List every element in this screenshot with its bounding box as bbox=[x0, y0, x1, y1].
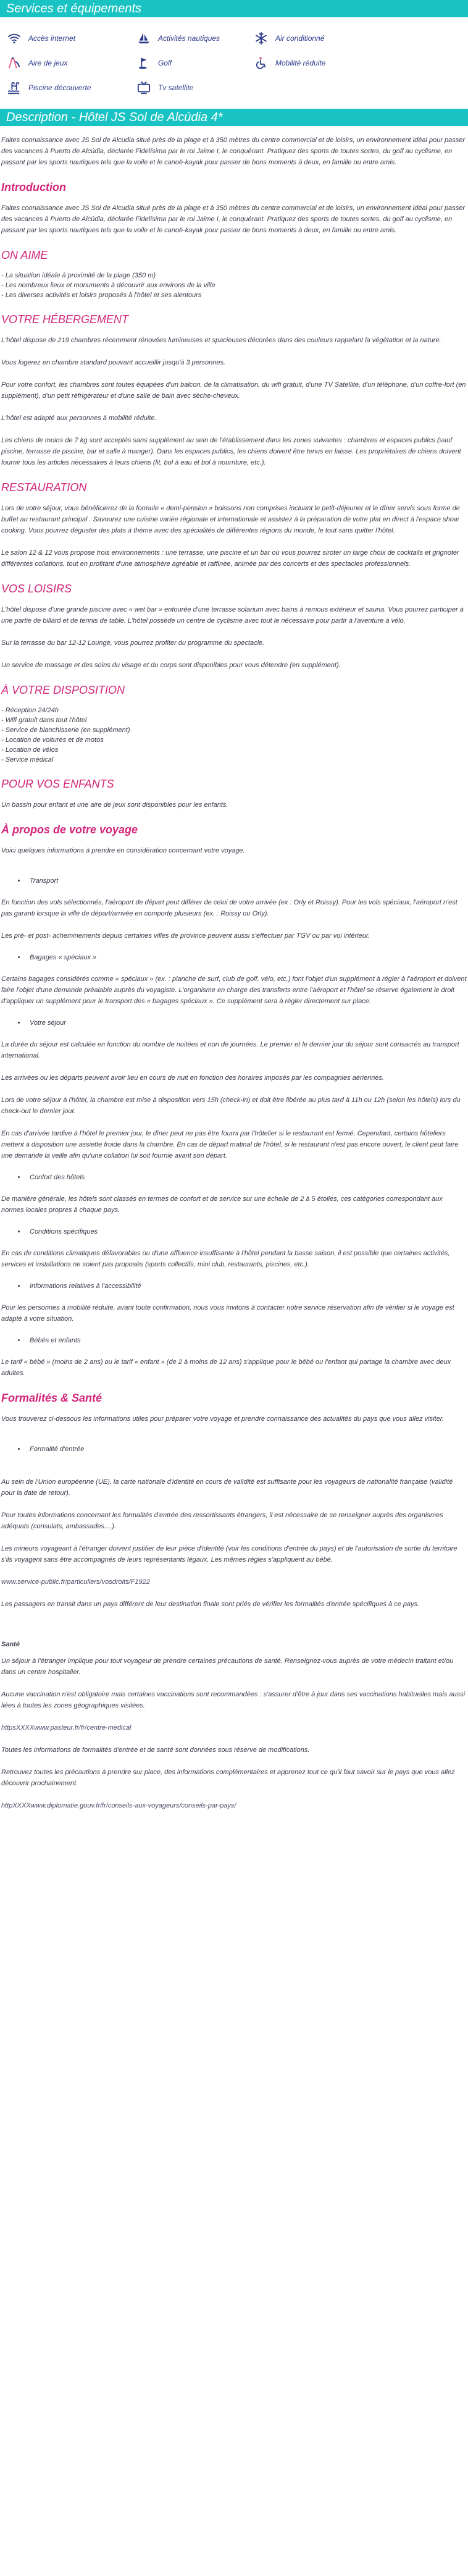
hebergement-p4: L'hôtel est adapté aux personnes à mobilité réduite. bbox=[1, 415, 157, 422]
bagages-p1: Certains bagages considérés comme « spéciaux » (ex. : planche de surf, club de golf, vélo, etc.) font l'objet d'un supplément à régler à l'aéroport et doivent faire l'objet d'une demande préalable auprès du voyagiste. L'organisme en charge des transferts entre l'aéroport et l'hôtel se réserve également le droit d'appliquer un supplément pour le transport des « bagages spéciaux ». Ce supplément sera à régler directement sur place. bbox=[1, 975, 467, 1005]
access-p1: Pour les personnes à mobilité réduite, avant toute confirmation, nous vous invitons à contacter notre service réservation afin de vérifier si le voyage est adapté à votre situation. bbox=[1, 1304, 454, 1323]
sante-p4: Retrouvez toutes les précautions à prendre sur place, des informations complémentaires et apprenez tout ce qu'il faut savoir sur le pays que vous allez découvrir prochainement. bbox=[1, 1769, 455, 1787]
service-internet bbox=[7, 31, 137, 46]
on-aime-list bbox=[1, 271, 467, 300]
service-label: Tv satellite bbox=[158, 83, 194, 92]
sejour-p2: Les arrivées ou les départs peuvent avoir lieu en cours de nuit en fonction des horaires imposés par les compagnies aériennes. bbox=[1, 1074, 385, 1082]
formalites-p2: Pour toutes informations concernant les formalités d'entrée des ressortissants étrangers, il est nécessaire de se renseigner auprès des organismes adéquats (consulats, ambassades....). bbox=[1, 1512, 443, 1530]
formalites-intro: Vous trouverez ci-dessous les informations utiles pour préparer votre voyage et prendre connaissance des actualités du pays que vous allez visiter. bbox=[1, 1415, 445, 1423]
list-item: - Service médical bbox=[1, 756, 54, 764]
list-item: - Service de blanchisserie (en supplément) bbox=[1, 726, 130, 734]
confort-p1: De manière générale, les hôtels sont classés en termes de confort et de service sur une échelle de 2 à 5 étoiles, ces catégories correspondant aux normes locales propres à chaque pays. bbox=[1, 1195, 443, 1214]
service-aire-de-jeux bbox=[7, 56, 137, 70]
conditions-label-list bbox=[1, 1227, 467, 1237]
service-air-conditionne bbox=[254, 31, 390, 46]
list-item: - Location de voitures et de motos bbox=[1, 736, 104, 744]
sejour-label-list bbox=[1, 1018, 467, 1028]
confort-label: • Confort des hôtels bbox=[26, 1172, 467, 1182]
bebes-p1: Le tarif « bébé » (moins de 2 ans) ou le tarif « enfant » (de 2 à moins de 12 ans) s'applique pour le bébé ou l'enfant qui partage la chambre avec deux adultes. bbox=[1, 1358, 451, 1377]
list-item: - Réception 24/24h bbox=[1, 707, 59, 714]
sante-p3: Toutes les informations de formalités d'entrée et de santé sont données sous réserve de modifications. bbox=[1, 1746, 310, 1754]
hebergement-p3: Pour votre confort, les chambres sont toutes équipées d'un balcon, de la climatisation, du wifi gratuit, d'une TV Satellite, d'un téléphone, d'un coffre-fort (en supplément), d'un petit réfrigérateur et d'une salle de bain avec sèche-cheveux. bbox=[1, 381, 466, 400]
loisirs-p3: Un service de massage et des soins du visage et du corps sont disponibles pour vous détendre (en supplément). bbox=[1, 662, 341, 669]
service-nautiques bbox=[137, 31, 254, 46]
hebergement-p1: L'hôtel dispose de 219 chambres récemment rénovées lumineuses et spacieuses décorées dans des couleurs rappelant la végétation et la nature. bbox=[1, 337, 441, 344]
service-label: Air conditionné bbox=[275, 34, 325, 43]
service-label: Mobilité réduite bbox=[275, 59, 326, 67]
formalites-p1: Au sein de l'Union européenne (UE), la carte nationale d'identité en cours de validité est suffisante pour les voyageurs de nationalité française (validité pour la date de retour). bbox=[1, 1478, 453, 1497]
services-section bbox=[0, 0, 468, 109]
tv-icon bbox=[137, 81, 151, 95]
entree-label-list bbox=[1, 1444, 467, 1454]
restauration-p1: Lors de votre séjour, vous bénéficierez de la formule « demi-pension » boissons non comprises incluant le petit-déjeuner et le dîner servis sous forme de buffet au restaurant principal . Savourez une cuisine variée régionale et internationale et assistez à la préparation de votre plat en direct à l'espace show cooking. Vous pourrez déguster des plats à thème avec des spécialités de différentes régions du monde, le tout sans quitter l'hôtel. bbox=[1, 505, 460, 534]
access-label: • Informations relatives à l'accessibilité bbox=[26, 1281, 467, 1291]
enfants-p1: Un bassin pour enfant et une aire de jeux sont disponibles pour les enfants. bbox=[1, 801, 228, 809]
service-public-link[interactable]: www.service-public.fr/particuliers/vosdroits/F1922 bbox=[1, 1578, 150, 1586]
service-golf bbox=[137, 56, 254, 70]
propos-heading: À propos de votre voyage bbox=[1, 823, 138, 836]
diplomatie-link[interactable]: httpXXXXwww.diplomatie.gouv.fr/fr/conseils-aux-voyageurs/conseils-par-pays/ bbox=[1, 1802, 236, 1809]
service-tv-satellite bbox=[137, 80, 254, 95]
list-item: - Location de vélos bbox=[1, 746, 59, 754]
access-label-list bbox=[1, 1281, 467, 1291]
sante-label: Santé bbox=[1, 1641, 20, 1648]
service-label: Aire de jeux bbox=[28, 59, 68, 67]
service-label: Piscine découverte bbox=[28, 83, 91, 92]
transport-p1: En fonction des vols sélectionnés, l'aéroport de départ peut différer de celui de votre arrivée (ex : Orly et Roissy). Pour les vols spéciaux, l'aéroport n'est pas garanti lorsque la ville de départ/arrivée en comporte plusieurs (ex. : Roissy ou Orly). bbox=[1, 899, 458, 917]
loisirs-p1: L'hôtel dispose d'une grande piscine avec « wet bar » entourée d'une terrasse solarium avec bains à remous extérieur et sauna. Vous pourrez participer à une partie de billard et de tennis de table. L'hôtel possède un centre de cyclisme avec tout le nécessaire pour partir à l'aventure à vélo. bbox=[1, 606, 464, 625]
conditions-p1: En cas de conditions climatiques défavorables ou d'une affluence insuffisante à l'hôtel pendant la basse saison, il est possible que certaines activités, services et installations ne soient pas proposés (sports collectifs, mini club, restaurants, piscines, etc.). bbox=[1, 1250, 450, 1268]
transport-label-list bbox=[1, 876, 467, 886]
sejour-p1: La durée du séjour est calculée en fonction du nombre de nuitées et non de journées. Le premier et le dernier jour du séjour sont consacrés au transport international. bbox=[1, 1041, 459, 1059]
sante-p1: Un séjour à l'étranger implique pour tout voyageur de prendre certaines précautions de santé. Renseignez-vous auprès de votre médecin traitant et/ou dans un centre hospitalier. bbox=[1, 1657, 454, 1676]
sejour-p3: Lors de votre séjour à l'hôtel, la chambre est mise à disposition vers 15h (check-in) et doit être libérée au plus tard à 11h ou 12h (selon les hôtels) lors du check-out le dernier jour. bbox=[1, 1096, 461, 1115]
service-mobilite-reduite bbox=[254, 56, 390, 70]
disposition-heading: À VOTRE DISPOSITION bbox=[1, 684, 125, 696]
introduction-text: Faites connaissance avec JS Sol de Alcudia situé près de la plage et à 350 mètres du centre commercial et de loisirs, un environnement idéal pour passer des vacances à Puerto de Alcúdia, déclarée Fidelísima par le roi Jaime I, le conquérant. Pratiquez des sports de toutes sortes, du golf au cyclisme, en passant par les sports nautiques tels que la voile et le canoë-kayak pour passer de bons moments à deux, en famille ou entre amis. bbox=[1, 204, 466, 234]
introduction-heading: Introduction bbox=[1, 181, 66, 193]
bebes-label-list bbox=[1, 1336, 467, 1345]
list-item: - Les nombreux lieux et monuments à découvrir aux environs de la ville bbox=[1, 282, 215, 289]
services-title: Services et équipements bbox=[0, 0, 468, 17]
bebes-label: • Bébés et enfants bbox=[26, 1336, 467, 1345]
enfants-heading: POUR VOS ENFANTS bbox=[1, 778, 114, 790]
sailboat-icon bbox=[137, 32, 151, 45]
bagages-label: • Bagages « spéciaux » bbox=[26, 953, 467, 962]
service-piscine bbox=[7, 80, 137, 95]
loisirs-heading: VOS LOISIRS bbox=[1, 583, 72, 595]
services-grid bbox=[0, 17, 468, 109]
description-section bbox=[0, 109, 468, 1811]
restauration-heading: RESTAURATION bbox=[1, 481, 87, 494]
hebergement-heading: VOTRE HÉBERGEMENT bbox=[1, 313, 129, 326]
formalites-p3: Les mineurs voyageant à l'étranger doivent justifier de leur pièce d'identité (voir les conditions d'entrée du pays) et de l'autorisation de sortie du territoire s'ils voyagent sans être accompagnés de leurs représentants légaux. Les mêmes règles s'appliquent au bébé. bbox=[1, 1545, 458, 1564]
sejour-p4: En cas d'arrivée tardive à l'hôtel le premier jour, le dîner peut ne pas être fourni par l'hôtelier si le restaurant est fermé. Cependant, certains hôteliers mettent à disposition une assiette froide dans la chambre. En cas de départ matinal de l'hôtel, si le restaurant n'est pas encore ouvert, le client peut faire une demande la veille afin qu'une collation lui soit fournie avant son départ. bbox=[1, 1130, 459, 1160]
description-title: Description - Hôtel JS Sol de Alcúdia 4* bbox=[0, 109, 468, 126]
snowflake-icon bbox=[254, 32, 268, 45]
pool-icon bbox=[7, 81, 21, 95]
confort-label-list bbox=[1, 1172, 467, 1182]
wheelchair-icon bbox=[254, 56, 268, 70]
playground-icon bbox=[7, 56, 21, 70]
restauration-p2: Le salon 12 & 12 vous propose trois environnements : une terrasse, une piscine et un bar où vous pourrez siroter un large choix de cocktails et grignoter différentes collations, tout en profitant d'une atmosphère agréable et raffinée, animée par des concerts et des spectacles professionnels. bbox=[1, 549, 459, 568]
bagages-label-list bbox=[1, 953, 467, 962]
formalites-heading: Formalités & Santé bbox=[1, 1392, 102, 1404]
transport-label: • Transport bbox=[26, 876, 467, 886]
list-item: - La situation idéale à proximité de la plage (350 m) bbox=[1, 272, 156, 279]
hebergement-p2: Vous logerez en chambre standard pouvant accueillir jusqu'à 3 personnes. bbox=[1, 359, 226, 366]
disposition-list bbox=[1, 705, 467, 765]
propos-intro: Voici quelques informations à prendre en considération concernant votre voyage. bbox=[1, 847, 245, 854]
sejour-label: • Votre séjour bbox=[26, 1018, 467, 1028]
conditions-label: • Conditions spécifiques bbox=[26, 1227, 467, 1237]
formalites-p4: Les passagers en transit dans un pays différent de leur destination finale sont priés de vérifier les formalités d'entrée spécifiques à ce pays. bbox=[1, 1601, 420, 1608]
golf-icon bbox=[137, 56, 151, 70]
transport-p2: Les pré- et post- acheminements depuis certaines villes de province peuvent aussi s'effectuer par TGV ou par voi intérieur. bbox=[1, 932, 370, 940]
list-item: - Les diverses activités et loisirs proposés à l'hôtel et ses alentours bbox=[1, 292, 202, 299]
wifi-icon bbox=[7, 32, 21, 45]
list-item: - Wifi gratuit dans tout l'hôtel bbox=[1, 717, 87, 724]
service-label: Accès internet bbox=[28, 34, 76, 43]
description-text: Faites connaissance avec JS Sol de Alcudia situé près de la plage et à 350 mètres du centre commercial et de loisirs, un environnement idéal pour passer des vacances à Puerto de Alcúdia, déclarée Fidelísima par le roi Jaime I, le conquérant. Pratiquez des sports de toutes sortes, du golf au cyclisme, en passant par les sports nautiques tels que la voile et le canoë-kayak pour passer de bons moments à deux, en famille ou entre amis. bbox=[1, 137, 466, 166]
service-label: Activités nautiques bbox=[158, 34, 220, 43]
entree-label: • Formalité d'entrée bbox=[26, 1444, 467, 1454]
hebergement-p5: Les chiens de moins de 7 kg sont acceptés sans supplément au sein de l'établissement dans les zones suivantes : chambres et espaces publics (sauf piscine, terrasse de piscine, bar et salle à manger). Dans les espaces publics, les chiens doivent être tenus en laisse. Les propriétaires de chiens doivent fournir tous les articles nécessaires à leurs chiens (lit, bol à eau et bol à nourriture, etc.). bbox=[1, 437, 461, 466]
service-label: Golf bbox=[158, 59, 172, 67]
loisirs-p2: Sur la terrasse du bar 12-12 Lounge, vous pourrez profiter du programme du spectacle. bbox=[1, 639, 265, 647]
pasteur-link[interactable]: httpsXXXXwww.pasteur.fr/fr/centre-medical bbox=[1, 1724, 132, 1732]
sante-p2: Aucune vaccination n'est obligatoire mais certaines vaccinations sont recommandées : s'assurer d'être à jour dans ses vaccinations habituelles mais aussi liées à toutes les zones géographiques visitées. bbox=[1, 1691, 466, 1709]
on-aime-heading: ON AIME bbox=[1, 249, 48, 261]
